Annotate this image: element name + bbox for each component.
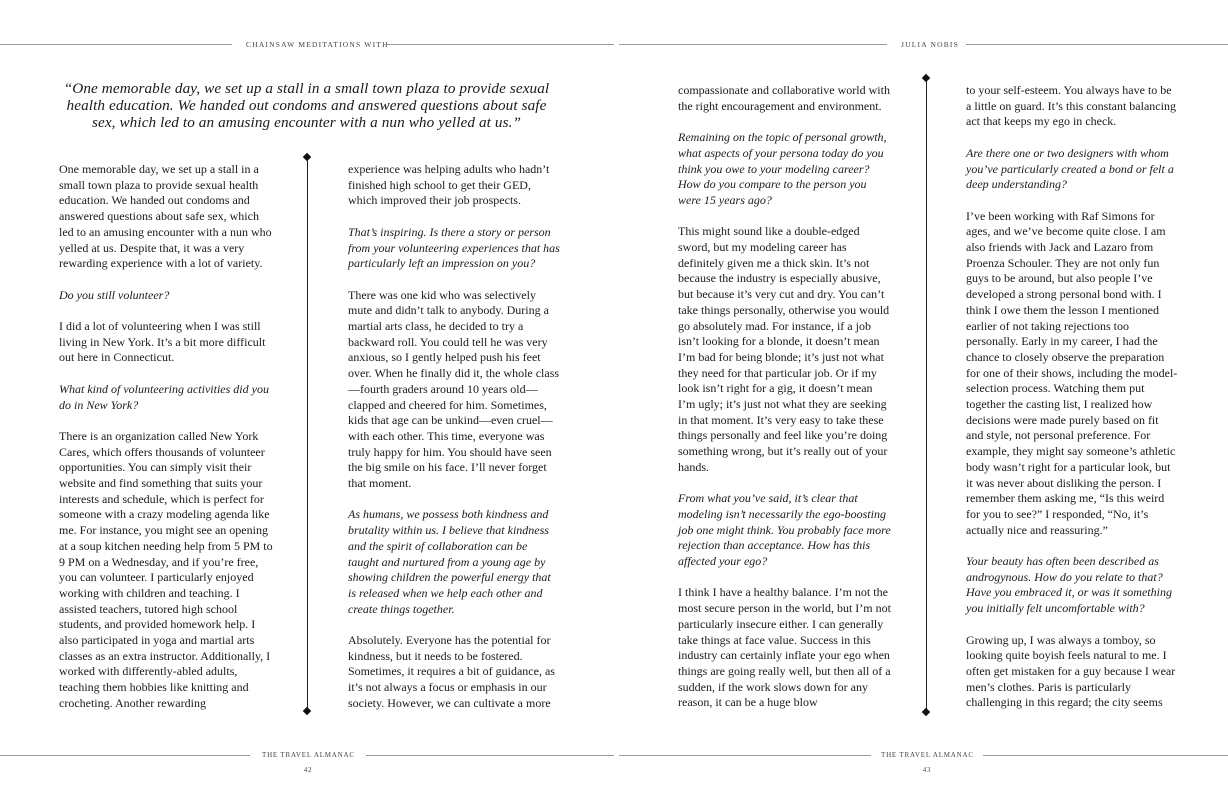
- header-rule-right-a: [619, 44, 887, 45]
- text-column-1: [59, 162, 275, 727]
- paragraph: I’ve been working with Raf Simons for ages, and we’ve become quite close. I am also friends with Jack and Lazaro from Proenza Schouler. They are not only fun guys to be around, but also people I’ve developed a strong personal bond with. I think I owe them the lesson I mentioned earlier of not taking rejections too personally. Early in my career, I had the chance to closely observe the preparation for one of their shows, including the model-selection process. Watching them put together the casting list, I realized how decisions were made purely based on fit and style, not personal preference. For example, they might say someone’s athletic body wasn’t right for a particular look, but it was never about disliking the person. I remember them asking me, “Is this weird for you to see?” I responded, “No, it’s actually nice and reassuring.”: [966, 208, 1178, 537]
- text-column-4: [966, 83, 1178, 727]
- interview-question: Are there one or two designers with whom you’ve particularly created a bond or felt a deep understanding?: [966, 145, 1174, 192]
- footer-rule-left-b: [366, 755, 614, 756]
- divider-diamond-bottom: [303, 707, 311, 715]
- running-header-right: JULIA NOBIS: [901, 40, 959, 49]
- footer-publication-left: THE TRAVEL ALMANAC: [262, 751, 355, 759]
- footer-rule-right-a: [619, 755, 871, 756]
- paragraph: experience was helping adults who hadn’t finished high school to get their GED, which improved their job prospects.: [348, 162, 550, 208]
- paragraph: There was one kid who was selectively mute and didn’t talk to anybody. During a martial arts class, he decided to try a backward roll. You could tell he was very anxious, so I gently helped push his feet over. When he finally did it, the whole class—fourth graders around 10 years old—clapped and cheered for him. Sometimes, kids that age can be unkind—even cruel—with each other. This time, everyone was truly happy for him. You should have seen the big smile on his face. I’ll never forget that moment.: [348, 287, 560, 491]
- interview-question: As humans, we possess both kindness and brutality within us. I believe that kindness and the spirit of collaboration can be taught and nurtured from a young age by showing children the powerful energy that is released when we help each other and create things together.: [348, 507, 551, 616]
- divider-diamond-bottom: [922, 708, 930, 716]
- paragraph: Growing up, I was always a tomboy, so looking quite boyish feels natural to me. I often get mistaken for a guy because I wear men’s clothes. Paris is particularly challenging in this regard; the city seems: [966, 632, 1176, 710]
- column-divider-left: [307, 160, 308, 708]
- text-column-3: [678, 83, 892, 727]
- paragraph: This might sound like a double-edged sword, but my modeling career has definitely given me a thick skin. It’s not because the industry is especially abusive, but because it’s very cut and dry. You can’t take things personally, otherwise you would go absolutely mad. For instance, if a job isn’t looking for a blonde, it doesn’t mean I’m bad for being blonde; it’s just not what they need for that particular job. Or if my look isn’t right for a gig, it doesn’t mean I’m ugly; it’s just not what they are seeking in that moment. It’s very easy to take these things personally and feel like you’re doing something wrong, but it’s really out of your hands.: [678, 224, 890, 474]
- paragraph: compassionate and collaborative world with the right encouragement and environment.: [678, 83, 890, 113]
- interview-question: What kind of volunteering activities did you do in New York?: [59, 381, 269, 412]
- paragraph: Absolutely. Everyone has the potential for kindness, but it needs to be fostered. Sometimes, it requires a bit of guidance, as it’s not always a focus or emphasis in our society. However, we can cultivate a more: [348, 633, 555, 710]
- interview-question: Your beauty has often been described as androgynous. How do you relate to that? Have you embraced it, or was it something you initially felt uncomfortable with?: [966, 554, 1172, 616]
- header-rule-left-a: [0, 44, 232, 45]
- interview-question: That’s inspiring. Is there a story or person from your volunteering experiences that has particularly left an impression on you?: [348, 224, 560, 271]
- interview-question: Remaining on the topic of personal growth, what aspects of your persona today do you think you owe to your modeling career? How do you compare to the person you were 15 years ago?: [678, 130, 887, 207]
- header-rule-left-b: [384, 44, 614, 45]
- footer-rule-left-a: [0, 755, 250, 756]
- header-rule-right-b: [966, 44, 1228, 45]
- pull-quote: “One memorable day, we set up a stall in a small town plaza to provide sexual health education. We handed out condoms and answered questions about safe sex, which led to an amusing encounter with a nun who yelled at us.”: [63, 80, 550, 131]
- text-column-2: [348, 162, 560, 727]
- page-number-left: 42: [303, 766, 313, 774]
- paragraph: There is an organization called New York Cares, which offers thousands of volunteer opportunities. You can simply visit their website and find something that suits your interests and schedule, which is perfect for someone with a crazy modeling agenda like me. For instance, you might see an opening at a soup kitchen needing help from 5 PM to 9 PM on a Wednesday, and if you’re free, you can volunteer. I particularly enjoyed working with children and teaching. I assisted teachers, tutored high school students, and provided homework help. I also participated in yoga and martial arts classes as an extra instructor. Additionally, I worked with differently-abled adults, teaching them hobbies like knitting and crocheting. Another rewarding: [59, 428, 273, 710]
- paragraph: I did a lot of volunteering when I was still living in New York. It’s a bit more difficult out here in Connecticut.: [59, 319, 266, 365]
- running-header-left: CHAINSAW MEDITATIONS WITH: [246, 40, 389, 49]
- column-divider-right: [926, 81, 927, 709]
- interview-question: From what you’ve said, it’s clear that modeling isn’t necessarily the ego-boosting job one might think. You probably face more rejection than acceptance. How has this affected your ego?: [678, 491, 891, 569]
- footer-rule-right-b: [983, 755, 1228, 756]
- footer-publication-right: THE TRAVEL ALMANAC: [881, 751, 974, 759]
- page-number-right: 43: [922, 766, 932, 774]
- paragraph: I think I have a healthy balance. I’m not the most secure person in the world, but I’m not particularly insecure either. I can generally take things at face value. Success in this industry can certainly inflate your ego when things are going really well, but then all of a sudden, if the work slows down for any reason, it can be a huge blow: [678, 585, 891, 710]
- interview-question: Do you still volunteer?: [59, 287, 170, 302]
- paragraph: One memorable day, we set up a stall in a small town plaza to provide sexual health education. We handed out condoms and answered questions about safe sex, which led to an amusing encounter with a nun who yelled at us. Despite that, it was a very rewarding experience with a lot of variety.: [59, 162, 272, 271]
- paragraph: to your self-esteem. You always have to be a little on guard. It’s this constant balancing act that keeps my ego in check.: [966, 83, 1176, 129]
